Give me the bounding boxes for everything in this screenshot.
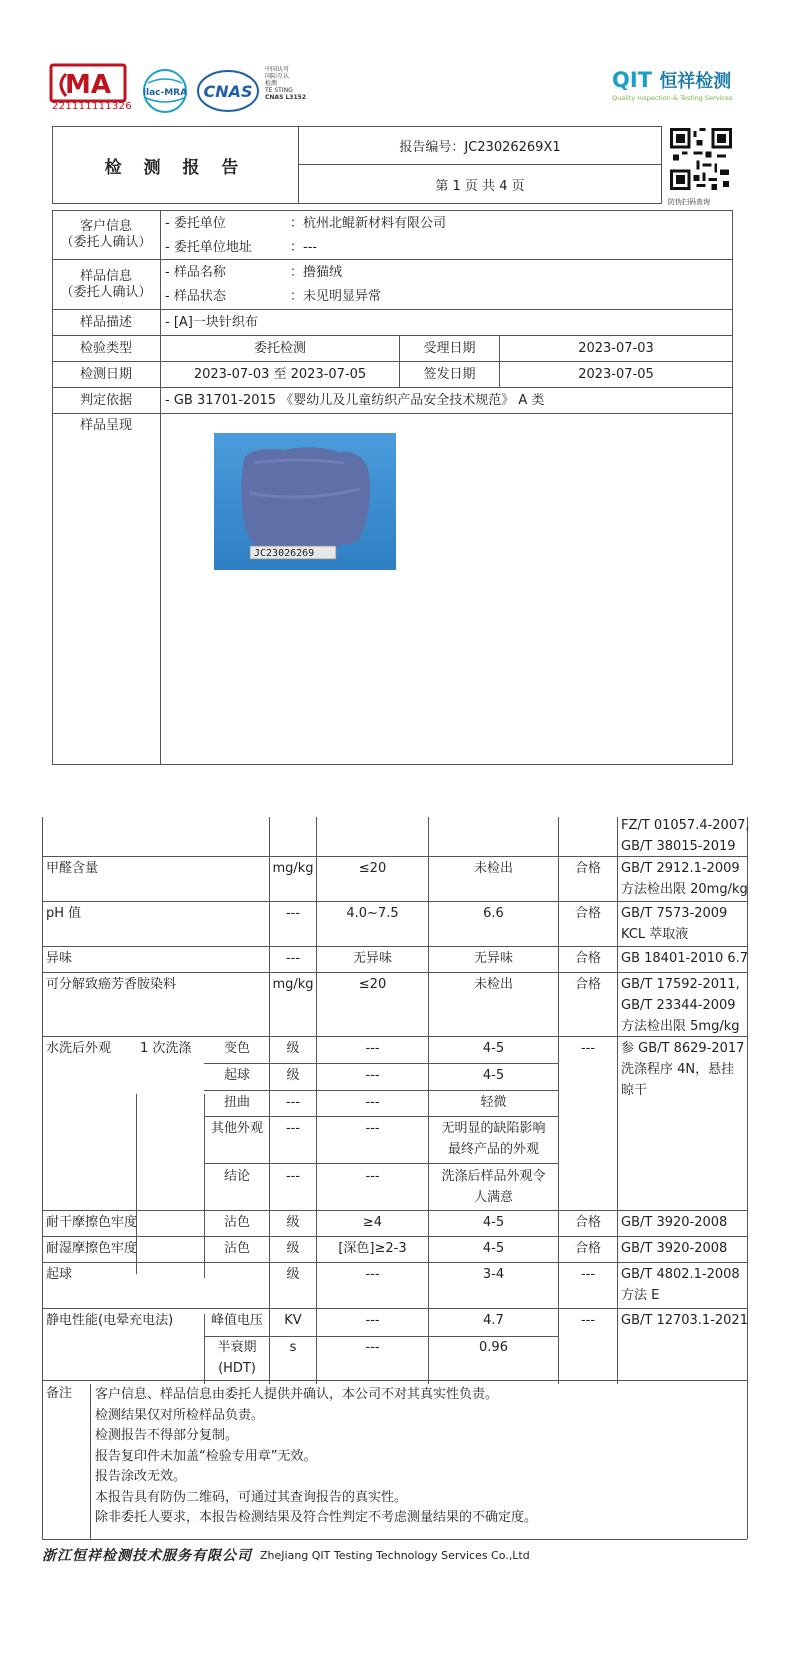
grid-line: [90, 1384, 91, 1539]
row-result: 未检出: [473, 977, 513, 992]
remark-line: 客户信息、样品信息由委托人提供并确认，本公司不对其真实性负责。: [95, 1387, 499, 1402]
cnas-caption: [265, 66, 325, 101]
row-verdict: 合格: [574, 861, 601, 876]
client-addr-value: ：---: [290, 240, 318, 255]
remark-line: 报告复印件未加盖“检验专用章”无效。: [95, 1448, 317, 1464]
remark-line: 检测结果仅对所检样品负责。: [95, 1407, 265, 1423]
pilling-std: GB/T 4802.1-2008 方法 E: [621, 1267, 740, 1303]
wash-verdict: ---: [580, 1041, 596, 1056]
pilling-verdict: ---: [580, 1267, 596, 1282]
sample-name-value: ：撸猫绒: [290, 265, 343, 280]
dry-verdict: 合格: [574, 1215, 601, 1230]
wet-verdict: 合格: [574, 1241, 601, 1256]
static-sub-result: 4.7: [483, 1313, 504, 1328]
grid-line: [747, 817, 748, 1539]
static-verdict: ---: [580, 1313, 596, 1328]
grid-line: [42, 1262, 747, 1263]
sample-photo: [214, 433, 396, 570]
row-item: pH 值: [46, 906, 82, 921]
remark-line: 除非委托人要求，本报告检测结果及符合性判定不考虑测量结果的不确定度。: [95, 1510, 538, 1525]
sample-state-value: ：未见明显异常: [290, 289, 382, 304]
remark-line: 报告涂改无效。: [95, 1469, 187, 1484]
svg-text:MA: MA: [65, 70, 111, 100]
row-verdict: 合格: [574, 977, 601, 992]
issue-value: 2023-07-05: [500, 362, 733, 388]
type-value: 委托检测: [161, 336, 400, 362]
row-result: 未检出: [473, 861, 513, 876]
footer: [42, 1545, 530, 1565]
client-label: 客户信息 （委托人确认）: [52, 211, 161, 260]
dry-unit: 级: [286, 1215, 300, 1230]
footer-company-en: ZheJiang QIT Testing Technology Services Co.,Ltd: [260, 1548, 530, 1562]
grid-line: [617, 817, 618, 1384]
report-title: 检 测 报 告: [53, 127, 299, 203]
ilac-mra-logo: [140, 68, 190, 114]
remark-line: 检测报告不得部分复制。: [95, 1428, 239, 1443]
client-unit-value: ：杭州北鲲新材料有限公司: [290, 216, 447, 231]
row-unit: ---: [285, 906, 301, 921]
photo-label: 样品呈现: [52, 414, 161, 765]
pilling-item: 起球: [46, 1267, 73, 1282]
grid-line: [204, 1163, 558, 1164]
wet-req: [深色]≥2-3: [338, 1241, 407, 1256]
row-item: 异味: [46, 951, 73, 966]
static-sub-unit: s: [289, 1340, 297, 1355]
wash-sub-unit: ---: [285, 1121, 301, 1136]
page-info: 第 1 页 共 4 页: [435, 178, 525, 194]
recv-value: 2023-07-03: [500, 336, 733, 362]
grid-line: [42, 972, 747, 973]
grid-line: [204, 1090, 558, 1091]
grid-line: [204, 1094, 205, 1224]
wash-item: 水洗后外观: [46, 1041, 112, 1056]
row-item: 甲醛含量: [46, 861, 99, 876]
remark-line: 本报告具有防伪二维码，可通过其查询报告的真实性。: [95, 1489, 408, 1505]
sample-state-key: - 样品状态: [165, 289, 226, 304]
client-unit-key: - 委托单位: [165, 216, 226, 231]
qr-code-icon[interactable]: [670, 128, 732, 190]
wet-item: 耐湿摩擦色牢度: [46, 1241, 138, 1256]
remarks-label: 备注: [46, 1386, 73, 1401]
wash-sub-unit: ---: [285, 1095, 301, 1110]
remarks-list: [95, 1385, 537, 1529]
static-sub-name: 半衰期 (HDT): [217, 1340, 257, 1376]
row-std: GB/T 17592-2011, GB/T 23344-2009 方法检出限 5mg/kg: [621, 977, 740, 1034]
cnas-caption-line: 国际互认: [265, 73, 290, 80]
row-std: GB/T 7573-2009 KCL 萃取液: [621, 906, 728, 942]
wash-sub-unit: 级: [286, 1041, 300, 1056]
wash-sub-result: 4-5: [482, 1041, 505, 1056]
dry-item: 耐干摩擦色牢度: [46, 1215, 138, 1230]
recv-label: 受理日期: [400, 336, 500, 362]
static-sub-result: 0.96: [479, 1340, 508, 1355]
grid-line: [42, 1236, 747, 1237]
row-req: 无异味: [352, 951, 392, 966]
wash-sub-name: 其他外观: [210, 1121, 263, 1136]
wet-result: 4-5: [482, 1241, 505, 1256]
svg-text:ilac-MRA: ilac-MRA: [142, 88, 188, 98]
svg-text:CNAS: CNAS: [203, 82, 253, 101]
pilling-unit: 级: [286, 1267, 300, 1282]
cnas-caption-line: 检测: [265, 80, 278, 87]
report-number: 报告编号：JC23026269X1: [299, 127, 661, 165]
wash-sub-name: 变色: [223, 1041, 250, 1056]
basis-label: 判定依据: [52, 388, 161, 414]
grid-line: [42, 817, 43, 1539]
row-req: ≤20: [358, 977, 387, 992]
cnas-caption-line: CNAS L3152: [265, 94, 307, 101]
wash-std: 参 GB/T 8629-2017 洗涤程序 4N，悬挂 晾干: [621, 1041, 745, 1098]
desc-value: - [A]一块针织布: [161, 310, 733, 336]
wash-sub-req: ---: [365, 1041, 380, 1056]
grid-line: [42, 901, 747, 902]
wash-sub-unit: ---: [285, 1169, 301, 1184]
dry-std: GB/T 3920-2008: [621, 1215, 728, 1230]
cma-number: 221111111326: [52, 101, 132, 112]
row-unit: mg/kg: [272, 977, 314, 992]
cnas-caption-line: TE STING: [265, 87, 293, 94]
row-result: 6.6: [483, 906, 504, 921]
qit-logo: [612, 67, 732, 102]
wash-sub-result: 轻微: [480, 1095, 507, 1110]
wet-unit: 级: [286, 1241, 300, 1256]
test-label: 检测日期: [52, 362, 161, 388]
row-result: 无异味: [473, 951, 513, 966]
pilling-req: ---: [365, 1267, 380, 1282]
static-std: GB/T 12703.1-2021: [621, 1313, 748, 1328]
wash-sub-name: 起球: [223, 1068, 250, 1083]
row-req: 4.0~7.5: [346, 906, 399, 921]
static-sub-req: ---: [365, 1340, 380, 1355]
wash-sub-unit: 级: [286, 1068, 300, 1083]
row-req: ≤20: [358, 861, 387, 876]
wash-sub-req: ---: [365, 1169, 380, 1184]
static-sub-name: 峰值电压: [210, 1313, 263, 1328]
desc-label: 样品描述: [52, 310, 161, 336]
wash-sub-result: 洗涤后样品外观令 人满意: [441, 1169, 546, 1205]
issue-label: 签发日期: [400, 362, 500, 388]
cnas-caption-line: 中国认可: [265, 66, 290, 73]
static-sub-req: ---: [365, 1313, 380, 1328]
wash-sub-req: ---: [365, 1121, 380, 1136]
wet-std: GB/T 3920-2008: [621, 1241, 728, 1256]
grid-line: [204, 1063, 558, 1064]
wash-sub-req: ---: [365, 1068, 380, 1083]
static-sub-unit: KV: [284, 1313, 302, 1328]
row-unit: ---: [285, 951, 301, 966]
sample-photo-tag: JC23026269: [254, 548, 315, 559]
sample-label: 样品信息 （委托人确认）: [52, 260, 161, 310]
footer-company-cn: 浙江恒祥检测技术服务有限公司: [42, 1548, 252, 1564]
wash-times: 1 次洗涤: [140, 1041, 192, 1056]
qit-tagline: Quality Inspection & Testing Services: [612, 94, 733, 102]
static-item: 静电性能(电晕充电法): [46, 1313, 174, 1328]
row-verdict: 合格: [574, 951, 601, 966]
wash-sub-result: 无明显的缺陷影响 最终产品的外观: [441, 1121, 546, 1157]
cnas-logo: [196, 68, 260, 114]
top-std: FZ/T 01057.4-2007, GB/T 38015-2019: [621, 818, 750, 854]
grid-line: [42, 1308, 747, 1309]
grid-line: [204, 1116, 558, 1117]
dry-req: ≥4: [362, 1215, 383, 1230]
wash-sub-req: ---: [365, 1095, 380, 1110]
client-info: [161, 211, 733, 260]
qr-caption: 防伪扫码查询: [668, 198, 710, 206]
row-std: GB 18401-2010 6.7: [621, 951, 749, 966]
test-value: 2023-07-03 至 2023-07-05: [161, 362, 400, 388]
wet-sub: 沾色: [223, 1241, 250, 1256]
sample-name-key: - 样品名称: [165, 265, 226, 280]
dry-sub: 沾色: [223, 1215, 250, 1230]
title-block: [52, 126, 662, 204]
grid-line: [42, 946, 747, 947]
type-label: 检验类型: [52, 336, 161, 362]
grid-line: [42, 1380, 747, 1381]
basis-value: - GB 31701-2015 《婴幼儿及儿童纺织产品安全技术规范》 A 类: [161, 388, 733, 414]
row-item: 可分解致癌芳香胺染料: [46, 977, 177, 992]
row-verdict: 合格: [574, 906, 601, 921]
wash-sub-result: 4-5: [482, 1068, 505, 1083]
row-std: GB/T 2912.1-2009 方法检出限 20mg/kg: [621, 861, 748, 897]
grid-line: [42, 1210, 747, 1211]
row-unit: mg/kg: [272, 861, 314, 876]
client-addr-key: - 委托单位地址: [165, 240, 252, 255]
sample-info: [161, 260, 733, 310]
grid-line: [42, 1539, 747, 1540]
qit-brand: QIT: [612, 68, 652, 92]
wash-sub-name: 结论: [223, 1169, 250, 1184]
wash-sub-name: 扭曲: [223, 1095, 250, 1110]
dry-result: 4-5: [482, 1215, 505, 1230]
qit-cn-name: 恒祥检测: [659, 71, 732, 92]
pilling-result: 3-4: [482, 1267, 505, 1282]
